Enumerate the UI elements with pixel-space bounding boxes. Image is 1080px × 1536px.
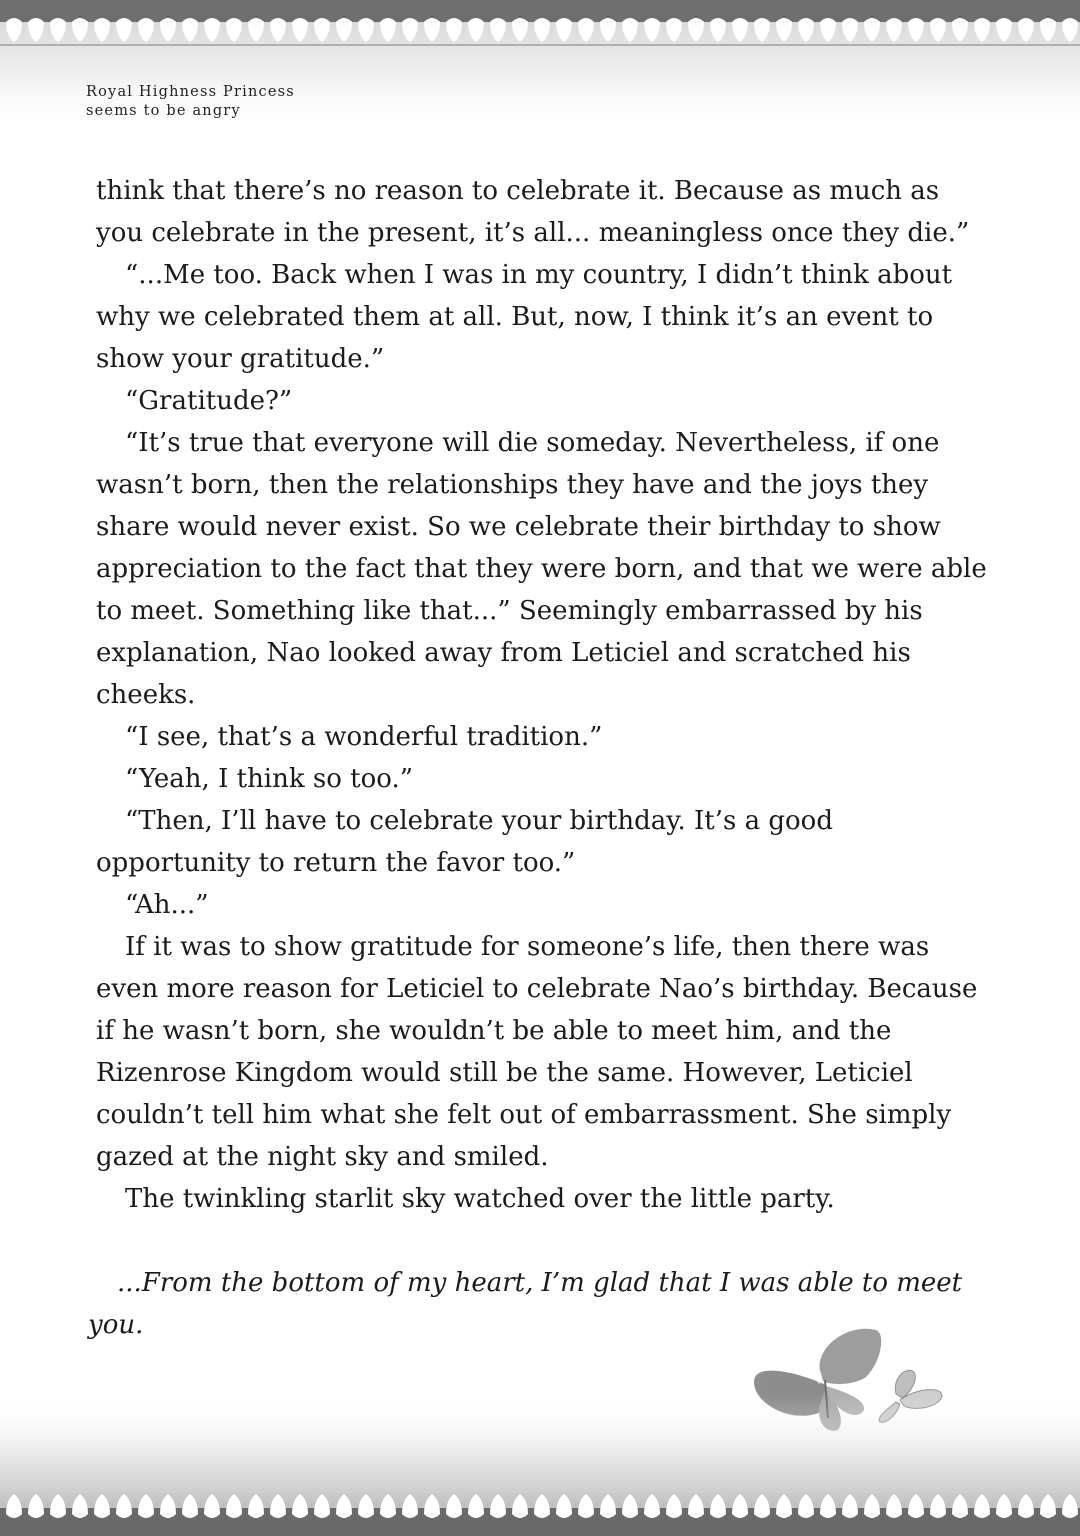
paragraph: “Yeah, I think so too.”	[125, 764, 414, 794]
header-title-line-1: Royal Highness Princess	[86, 84, 295, 100]
paragraph: “Gratitude?”	[125, 386, 293, 416]
section-gap	[96, 1220, 991, 1262]
header-title-line-2: seems to be angry	[86, 103, 241, 119]
body-text	[88, 170, 991, 1346]
paragraph: think that there’s no reason to celebrate it. Because as much as you celebrate in the present, it’s all... meaningless once they die.”	[96, 176, 970, 248]
paragraph: “I see, that’s a wonderful tradition.”	[125, 722, 603, 752]
paragraph: The twinkling starlit sky watched over the little party.	[125, 1184, 835, 1214]
closing-italic-line: ...From the bottom of my heart, I’m glad that I was able to meet you.	[88, 1268, 963, 1340]
paragraph: “...Me too. Back when I was in my country, I didn’t think about why we celebrated them at all. But, now, I think it’s an event to show your gratitude.”	[96, 260, 953, 374]
running-header	[86, 83, 295, 121]
bottom-lace-border	[0, 1396, 1080, 1536]
paragraph: “Then, I’ll have to celebrate your birthday. It’s a good opportunity to return the favor too.”	[96, 806, 833, 878]
paragraph: “It’s true that everyone will die someday. Nevertheless, if one wasn’t born, then the relationships they have and the joys they share would never exist. So we celebrate their birthday to show appreciation to the fact that they were born, and that we were able to meet. Something like that...” Seemingly embarrassed by his explanation, Nao looked away from Leticiel and scratched his cheeks.	[96, 428, 987, 710]
paragraph: If it was to show gratitude for someone’s life, then there was even more reason for Leticiel to celebrate Nao’s birthday. Because if he wasn’t born, she wouldn’t be able to meet him, and the Rizenrose Kingdom would still be the same. However, Leticiel couldn’t tell him what she felt out of embarrassment. She simply gazed at the night sky and smiled.	[96, 932, 978, 1172]
paragraph: “Ah...”	[125, 890, 209, 920]
